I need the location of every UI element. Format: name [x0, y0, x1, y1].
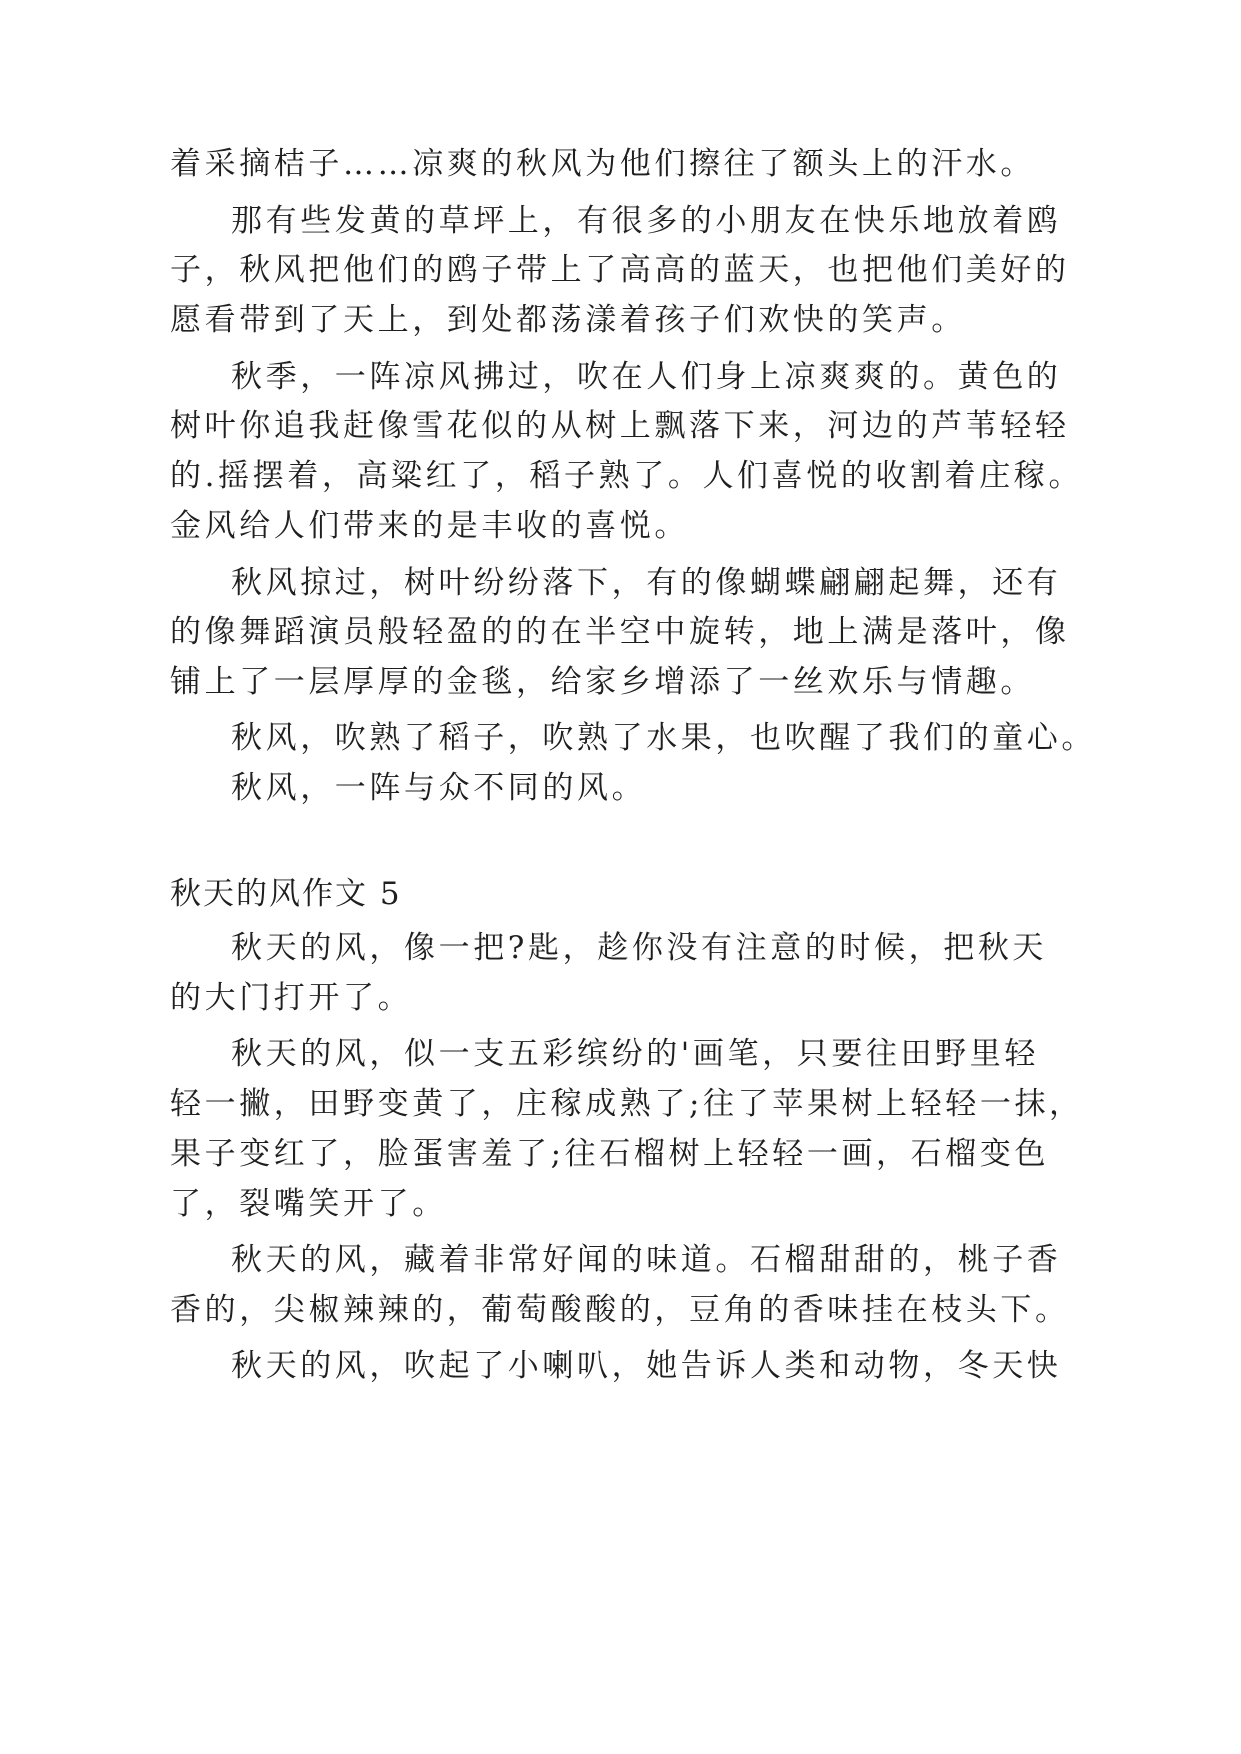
text-line: 轻一撇，田野变黄了，庄稼成熟了;往了苹果树上轻轻一抹，	[170, 1086, 1084, 1122]
paragraph-start-line: 秋风掠过，树叶纷纷落下，有的像蝴蝶翩翩起舞，还有	[231, 565, 1062, 601]
paragraph-start-line: 秋天的风，似一支五彩缤纷的'画笔，只要往田野里轻	[231, 1036, 1039, 1072]
paragraph-start-line: 秋季，一阵凉风拂过，吹在人们身上凉爽爽的。黄色的	[231, 359, 1062, 395]
paragraph-start-line: 秋天的风，吹起了小喇叭，她告诉人类和动物，冬天快	[231, 1348, 1062, 1384]
paragraph-start-line: 秋天的风，藏着非常好闻的味道。石榴甜甜的，桃子香	[231, 1242, 1062, 1278]
text-line: 的.摇摆着，高粱红了，稻子熟了。人们喜悦的收割着庄稼。	[170, 458, 1084, 494]
text-line: 了，裂嘴笑开了。	[170, 1186, 447, 1222]
text-line: 着采摘桔子……凉爽的秋风为他们擦往了额头上的汗水。	[170, 146, 1035, 182]
paragraph-start-line: 那有些发黄的草坪上，有很多的小朋友在快乐地放着鸥	[231, 203, 1062, 239]
text-line: 愿看带到了天上，到处都荡漾着孩子们欢快的笑声。	[170, 302, 966, 338]
section-heading: 秋天的风作文 5	[170, 876, 402, 912]
paragraph-start-line: 秋天的风，像一把?匙，趁你没有注意的时候，把秋天	[231, 930, 1048, 966]
text-line: 树叶你追我赶像雪花似的从树上飘落下来，河边的芦苇轻轻	[170, 408, 1070, 444]
text-line: 果子变红了，脸蛋害羞了;往石榴树上轻轻一画，石榴变色	[170, 1136, 1050, 1172]
text-line: 的大门打开了。	[170, 980, 413, 1016]
text-line: 金风给人们带来的是丰收的喜悦。	[170, 508, 689, 544]
paragraph-start-line: 秋风，一阵与众不同的风。	[231, 770, 647, 806]
text-line: 铺上了一层厚厚的金毯，给家乡增添了一丝欢乐与情趣。	[170, 664, 1035, 700]
text-line: 香的，尖椒辣辣的，葡萄酸酸的，豆角的香味挂在枝头下。	[170, 1292, 1070, 1328]
paragraph-start-line: 秋风，吹熟了稻子，吹熟了水果，也吹醒了我们的童心。	[231, 720, 1096, 756]
text-line: 子，秋风把他们的鸥子带上了高高的蓝天，也把他们美好的	[170, 252, 1070, 288]
text-line: 的像舞蹈演员般轻盈的的在半空中旋转，地上满是落叶，像	[170, 614, 1070, 650]
